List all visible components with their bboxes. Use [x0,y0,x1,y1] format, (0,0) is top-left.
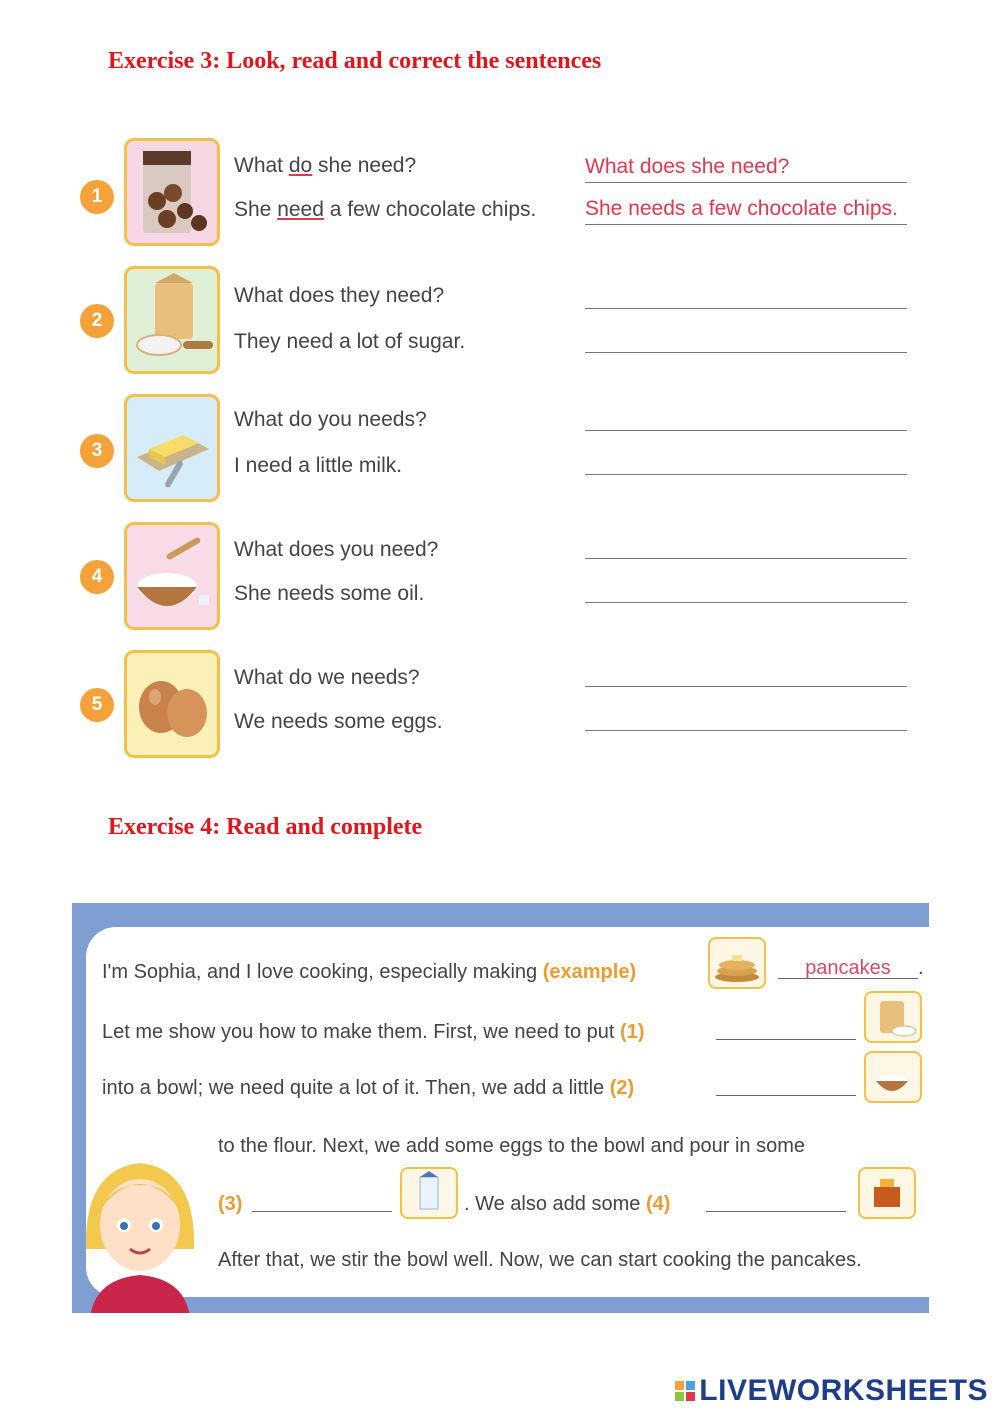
passage-line-1: I'm Sophia, and I love cooking, especially making (example) [102,961,637,983]
exercise-3-title: Exercise 3: Look, read and correct the sentences [108,48,602,74]
question-sentence: What do you needs? [234,408,427,431]
passage-line-5-mid: . We also add some (4) [464,1193,671,1215]
number-badge: 5 [80,688,114,722]
exercise-row-3 [0,392,1000,512]
liveworksheets-logo: LIVEWORKSHEETS [675,1374,988,1408]
question-sentence: What do we needs? [234,666,420,689]
liveworksheets-icon [675,1381,695,1401]
pancakes-icon [708,937,766,989]
sugar-bowl-icon [124,522,220,630]
correction-field-question[interactable] [585,528,907,559]
correction-field-answer[interactable] [585,700,907,731]
exercise-row-1 [0,136,1000,256]
blank-3-field[interactable] [252,1191,392,1218]
exercise-4-title: Exercise 4: Read and complete [108,814,423,840]
correction-field-question[interactable]: What does she need? [585,152,907,183]
passage-line-2: Let me show you how to make them. First, we need to put (1) [102,1021,645,1043]
answer-sentence: We needs some eggs. [234,710,443,733]
number-badge: 1 [80,180,114,214]
exercise-row-5 [0,648,1000,768]
answer-sentence: She need a few chocolate chips. [234,198,537,221]
answer-sentence: They need a lot of sugar. [234,330,466,353]
correction-field-question[interactable] [585,400,907,431]
correction-field-question[interactable] [585,656,907,687]
passage-line-6: After that, we stir the bowl well. Now, we can start cooking the pancakes. [218,1249,862,1271]
number-badge: 2 [80,304,114,338]
passage-line-4: to the flour. Next, we add some eggs to the bowl and pour in some [218,1135,806,1157]
question-sentence: What do she need? [234,154,417,177]
flour-sugar-icon [124,266,220,374]
question-sentence: What does you need? [234,538,439,561]
example-answer-field[interactable]: pancakes . [778,957,924,980]
number-badge: 3 [80,434,114,468]
eggs-icon [124,650,220,758]
sugar-icon [864,1051,922,1103]
girl-illustration [74,1129,204,1313]
flour-icon [864,991,922,1043]
blank-1-field[interactable] [716,1019,856,1046]
exercise-row-2 [0,264,1000,384]
exercise-row-4 [0,520,1000,640]
correction-field-question[interactable] [585,278,907,309]
correction-field-answer[interactable] [585,322,907,353]
reading-panel [72,903,929,1313]
oil-icon [858,1167,916,1219]
correction-field-answer[interactable]: She needs a few chocolate chips. [585,194,907,225]
answer-sentence: She needs some oil. [234,582,425,605]
milk-icon [400,1167,458,1219]
blank-4-field[interactable] [706,1191,846,1218]
passage-line-3: into a bowl; we need quite a lot of it. Then, we add a little (2) [102,1077,635,1099]
question-sentence: What does they need? [234,284,445,307]
blank-2-field[interactable] [716,1075,856,1102]
correction-field-answer[interactable] [585,444,907,475]
number-badge: 4 [80,560,114,594]
butter-icon [124,394,220,502]
correction-field-answer[interactable] [585,572,907,603]
passage-line-5: (3) [218,1193,243,1215]
answer-sentence: I need a little milk. [234,454,403,477]
chocolate-chips-icon [124,138,220,246]
